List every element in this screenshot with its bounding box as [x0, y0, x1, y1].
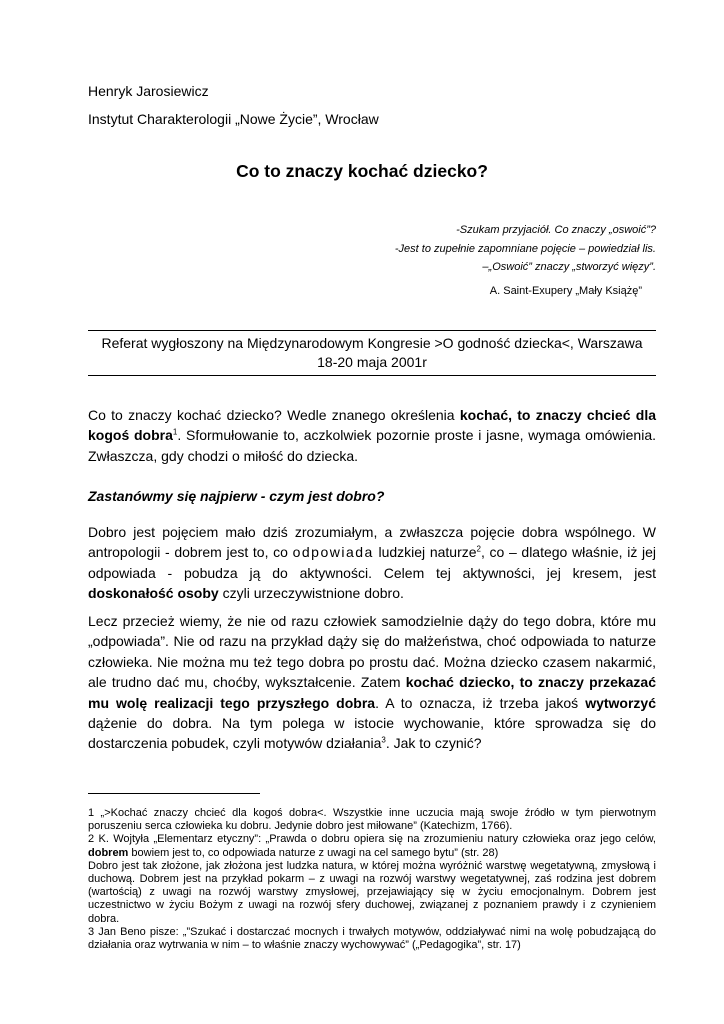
- p1-text-end: . Sformułowanie to, aczkolwiek pozornie proste i jasne, wymaga omówienia. Zwłaszcza, gdy chodzi o miłość do dziecka.: [88, 427, 656, 464]
- p3-text-2: . A to oznacza, iż trzeba jakoś: [375, 694, 586, 711]
- section-heading: Zastanówmy się najpierw - czym jest dobro?: [88, 488, 385, 504]
- p2-text-3: , co – dlatego właśnie, iż jej odpowiada - pobudza ją do aktywności. Celem tej aktywności, jej kresem, jest: [88, 544, 656, 581]
- p3-text-3: dążenie do dobra. Na tym polega w istocie wychowanie, które sprowadza się do dostarczenia pobudek, czyli motywów działania: [88, 715, 656, 752]
- footnote-separator: [88, 793, 260, 794]
- p2-bold: doskonałość osoby: [88, 585, 219, 602]
- document-title: Co to znaczy kochać dziecko?: [236, 161, 488, 181]
- epigraph-line-3: –„Oswoić” znaczy „stworzyć więzy”.: [482, 261, 656, 273]
- paragraph-1: [88, 405, 656, 466]
- referat-line-1: Referat wygłoszony na Międzynarodowym Kongresie >O godność dziecka<, Warszawa: [101, 335, 643, 351]
- footnotes: [88, 807, 656, 952]
- footnote-2: [88, 833, 656, 859]
- p2-text: Dobro jest pojęciem mało dziś zrozumiałym, a zwłaszcza pojęcie dobra wspólnego. W antropologii - dobrem jest to, co: [88, 524, 656, 561]
- p3-bold-2: wytworzyć: [585, 694, 656, 711]
- footnote-3: 3 Jan Beno pisze: „”Szukać i dostarczać mocnych i trwałych motywów, oddziaływać nimi na wolę pobudzającą do działania oraz wytrwania w nim – to właśnie znaczy wychowywać” („Pedagogika”, str. 17): [88, 925, 656, 952]
- author-name: Henryk Jarosiewicz: [88, 83, 209, 99]
- referat-rule-bottom: [88, 375, 656, 376]
- referat-note: [88, 334, 656, 372]
- p2-text-2: ludzkiej naturze: [373, 544, 477, 561]
- p3-bold: kochać dziecko, to znaczy przekazać mu wolę realizacji tego przyszłego dobra: [88, 674, 656, 711]
- paragraph-2: [88, 522, 656, 604]
- p3-text: Lecz przecież wiemy, że nie od razu człowiek samodzielnie dąży do tego dobra, które mu „odpowiada”. Nie od razu na przykład dąży się do małżeństwa, choć odpowiada to naturze człowieka. Nie można mu też tego dobra po prostu dać. Można dziecko czasem nakarmić, ale trudno dać mu, choćby, wykształcenie. Zatem: [88, 613, 656, 691]
- institution: Instytut Charakterologii „Nowe Życie”, Wrocław: [88, 111, 379, 127]
- footnote-1: 1 „>Kochać znaczy chcieć dla kogoś dobra<. Wszystkie inne uczucia mają swoje źródło w tym pierwotnym poruszeniu serca człowieka ku dobru. Jedynie dobro jest miłowane” (Katechizm, 1766).: [88, 807, 656, 833]
- footnote-ref-3: 3: [381, 735, 386, 745]
- epigraph-source: A. Saint-Exupery „Mały Książę”: [489, 285, 642, 297]
- epigraph-line-1: -Szukam przyjaciół. Co znaczy „oswoić”?: [456, 224, 656, 236]
- p1-bold: kochać, to znaczy chcieć dla kogoś dobra: [88, 407, 656, 444]
- fn2-text: 2 K. Wojtyła „Elementarz etyczny”: „Prawda o dobru opiera się na zrozumieniu natury człowieka oraz jego celów,: [88, 833, 656, 846]
- p2-text-end: czyli urzeczywistnione dobro.: [218, 585, 404, 602]
- referat-rule-top: [88, 330, 656, 331]
- p2-spaced-word: odpowiada: [292, 544, 374, 561]
- paragraph-3: [88, 611, 656, 754]
- epigraph-line-2: -Jest to zupełnie zapomniane pojęcie – powiedział lis.: [394, 243, 656, 255]
- referat-line-2: 18-20 maja 2001r: [317, 354, 427, 370]
- fn2-bold: dobrem: [88, 846, 129, 859]
- fn2-text-end: bowiem jest to, co odpowiada naturze z uwagi na cel samego bytu” (str. 28): [128, 846, 499, 859]
- footnote-ref-1: 1: [172, 427, 178, 437]
- p1-text: Co to znaczy kochać dziecko? Wedle znanego określenia: [88, 407, 460, 423]
- footnote-2-continued: Dobro jest tak złożone, jak złożona jest ludzka natura, w której można wyróżnić warstwę wegetatywną, zmysłową i duchową. Dobrem jest na przykład pokarm – z uwagi na rozwój warstwy wegetatywnej, zaś rodzina jest dobrem (wartością) z uwagi na rozwój warstwy zmysłowej, przejawiający się w życiu emocjonalnym. Dobrem jest uczestnictwo w życiu Bożym z uwagi na rozwój sfery duchowej, związanej z poznaniem prawdy i z czynieniem dobra.: [88, 859, 656, 925]
- p3-text-end: . Jak to czynić?: [385, 735, 482, 752]
- footnote-ref-2: 2: [476, 544, 481, 554]
